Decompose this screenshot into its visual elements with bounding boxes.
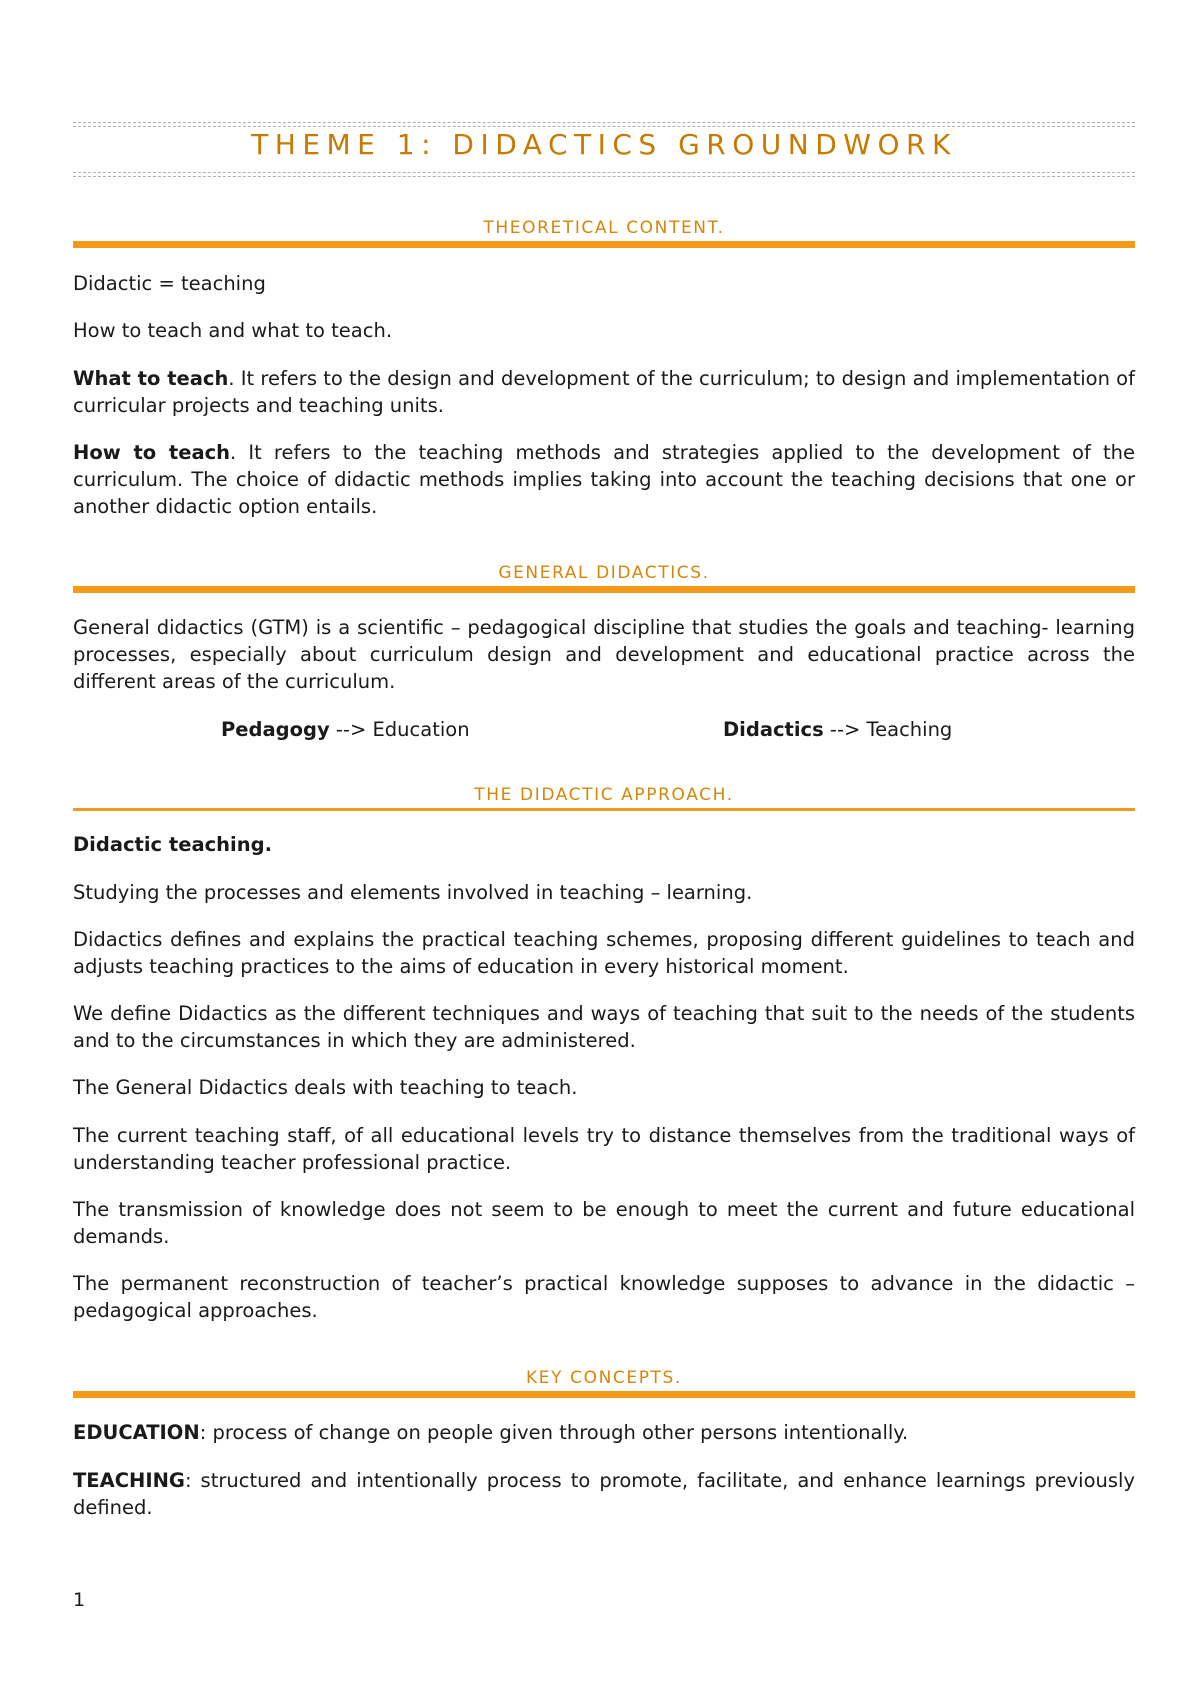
didactics-target: --> Teaching — [823, 718, 953, 741]
section-rule-theoretical — [73, 241, 1135, 248]
paragraph-approach-1: Studying the processes and elements involved in teaching – learning. — [73, 881, 753, 904]
section-heading-general: GENERAL DIDACTICS. — [498, 563, 710, 583]
section-heading-theoretical: THEORETICAL CONTENT. — [483, 218, 725, 238]
paragraph-teaching — [73, 1467, 1135, 1521]
didactics-mapping — [723, 716, 952, 743]
page-title: THEME 1: DIDACTICS GROUNDWORK — [251, 128, 957, 161]
paragraph-general-didactics: General didactics (GTM) is a scientific – pedagogical discipline that studies the goals and teaching- learning processes, especially about curriculum design and development and educational practice across the different areas of the curriculum. — [73, 616, 1135, 693]
section-rule-key-concepts — [73, 1391, 1135, 1398]
paragraph-approach-3: We define Didactics as the different techniques and ways of teaching that suit to the needs of the students and to the circumstances in which they are administered. — [73, 1002, 1135, 1052]
term-how-to-teach: How to teach — [73, 441, 231, 464]
paragraph-education — [73, 1419, 1135, 1446]
term-didactics: Didactics — [723, 718, 824, 741]
section-heading-approach: THE DIDACTIC APPROACH. — [474, 785, 734, 805]
title-bottom-border — [73, 172, 1135, 177]
paragraph-approach-2: Didactics defines and explains the practical teaching schemes, proposing different guidelines to teach and adjusts teaching practices to the aims of education in every historical moment. — [73, 928, 1135, 978]
paragraph-how-to-teach — [73, 439, 1135, 520]
definition-what-to-teach: . It refers to the design and development of the curriculum; to design and implementation of curricular projects and teaching units. — [73, 367, 1135, 417]
paragraph-approach-7: The permanent reconstruction of teacher’s practical knowledge supposes to advance in the didactic – pedagogical approaches. — [73, 1272, 1135, 1322]
term-teaching: TEACHING — [73, 1469, 185, 1492]
section-heading-key-concepts: KEY CONCEPTS. — [526, 1368, 682, 1388]
paragraph-approach-5: The current teaching staff, of all educational levels try to distance themselves from the traditional ways of understanding teacher professional practice. — [73, 1124, 1135, 1174]
section-rule-general — [73, 586, 1135, 593]
paragraph-didactic-definition: Didactic = teaching — [73, 272, 266, 295]
term-education: EDUCATION — [73, 1421, 200, 1444]
definition-education: : process of change on people given through other persons intentionally. — [199, 1421, 909, 1444]
paragraph-approach-6: The transmission of knowledge does not seem to be enough to meet the current and future educational demands. — [73, 1198, 1135, 1248]
pedagogy-mapping — [221, 716, 470, 743]
definition-how-to-teach: . It refers to the teaching methods and strategies applied to the development of the curriculum. The choice of didactic methods implies taking into account the teaching decisions that one or another didactic option entails. — [73, 441, 1135, 518]
section-rule-approach — [73, 808, 1135, 811]
definition-teaching: : structured and intentionally process to promote, facilitate, and enhance learnings previously defined. — [73, 1469, 1135, 1519]
page-number: 1 — [73, 1589, 86, 1611]
paragraph-approach-4: The General Didactics deals with teaching to teach. — [73, 1076, 578, 1099]
term-pedagogy: Pedagogy — [221, 718, 330, 741]
paragraph-how-what: How to teach and what to teach. — [73, 319, 393, 342]
term-what-to-teach: What to teach — [73, 367, 229, 390]
paragraph-what-to-teach — [73, 365, 1135, 419]
subheading-didactic-teaching: Didactic teaching. — [73, 833, 272, 856]
title-top-border — [73, 122, 1135, 127]
pedagogy-target: --> Education — [329, 718, 470, 741]
